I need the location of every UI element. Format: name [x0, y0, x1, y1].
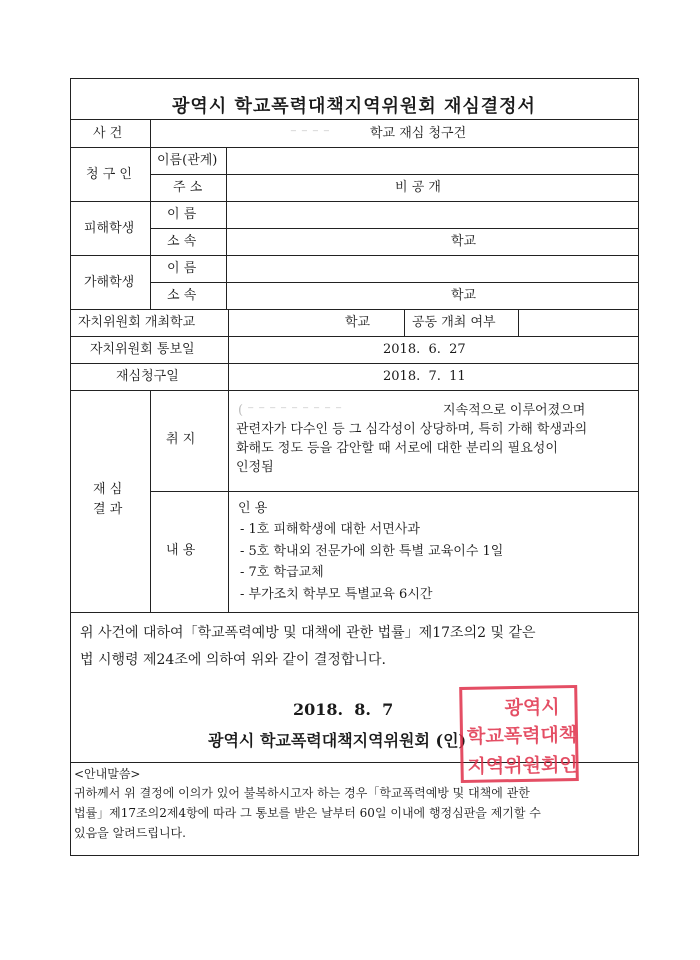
- signer: 광역시 학교폭력대책지역위원회 (인): [208, 731, 467, 750]
- decision-date: 2018. 8. 7: [293, 700, 394, 719]
- rule: [70, 390, 639, 391]
- content-item-4: - 부가조치 학부모 특별교육 6시간: [240, 587, 433, 602]
- offender-school-label: 소 속: [167, 288, 197, 303]
- purpose-label: 취 지: [166, 432, 196, 447]
- joint-hosting-label: 공동 개최 여부: [412, 315, 496, 330]
- rule: [150, 491, 639, 492]
- claimant-label: 청 구 인: [86, 167, 132, 182]
- rule: [228, 309, 229, 390]
- rule: [228, 390, 229, 612]
- guide-line-3: 있음을 알려드립니다.: [74, 826, 186, 840]
- offender-school-value: 학교: [451, 288, 477, 303]
- claimant-address-label: 주 소: [173, 180, 203, 195]
- frame-left: [70, 78, 71, 856]
- rule: [518, 309, 519, 336]
- victim-school-label: 소 속: [167, 234, 197, 249]
- committee-school-value: 학교: [345, 315, 371, 330]
- content-item-2: - 5호 학내외 전문가에 의한 특별 교육이수 1일: [240, 544, 504, 559]
- rule: [70, 201, 639, 202]
- seal-line-1: 광역시: [504, 696, 560, 720]
- redaction-mark: ⁻ ⁻ ⁻ ⁻: [290, 126, 330, 141]
- seal-line-2: 학교폭력대책: [466, 723, 578, 748]
- rule: [70, 336, 639, 337]
- claimant-name-label: 이름(관계): [157, 153, 218, 168]
- victim-label: 피해학생: [84, 221, 135, 236]
- rule: [150, 119, 151, 309]
- offender-label: 가해학생: [84, 275, 135, 290]
- frame-bottom: [70, 855, 639, 856]
- rule: [226, 147, 227, 309]
- request-date-value: 2018. 7. 11: [383, 369, 466, 384]
- decision-line-1: 위 사건에 대하여「학교폭력예방 및 대책에 관한 법률」제17조의2 및 같은: [80, 625, 536, 641]
- result-label-line2: 결 과: [93, 502, 123, 517]
- document-title: 광역시 학교폭력대책지역위원회 재심결정서: [172, 96, 536, 117]
- guide-line-2: 법률」제17조의2제4항에 따라 그 통보를 받은 날부터 60일 이내에 행정심판을 제기할 수: [74, 806, 541, 820]
- decision-line-2: 법 시행령 제24조에 의하여 위와 같이 결정합니다.: [80, 652, 386, 668]
- committee-school-label: 자치위원회 개최학교: [78, 315, 196, 330]
- rule: [150, 282, 639, 283]
- notice-date-value: 2018. 6. 27: [383, 342, 466, 357]
- request-date-label: 재심청구일: [116, 369, 179, 384]
- seal-line-3: 지역위원회인: [467, 753, 578, 778]
- rule: [150, 390, 151, 612]
- redaction-mark: ( ⁻ ⁻ ⁻ ⁻ ⁻ ⁻ ⁻ ⁻ ⁻: [238, 403, 343, 418]
- rule: [150, 228, 639, 229]
- rule: [70, 363, 639, 364]
- notice-date-label: 자치위원회 통보일: [90, 342, 195, 357]
- claimant-address-value: 비 공 개: [395, 180, 441, 195]
- rule: [404, 309, 405, 336]
- case-value: 학교 재심 청구건: [370, 126, 467, 141]
- offender-name-label: 이 름: [167, 261, 197, 276]
- rule: [150, 174, 639, 175]
- rule: [70, 119, 639, 120]
- rule: [70, 147, 639, 148]
- guide-title: <안내말씀>: [74, 767, 141, 781]
- rule: [70, 255, 639, 256]
- victim-school-value: 학교: [451, 234, 477, 249]
- content-item-1: - 1호 피해학생에 대한 서면사과: [240, 522, 420, 537]
- frame-top: [70, 78, 639, 79]
- content-title: 인 용: [238, 501, 268, 516]
- rule: [70, 612, 639, 613]
- victim-name-label: 이 름: [167, 207, 197, 222]
- guide-line-1: 귀하께서 위 결정에 이의가 있어 불복하시고자 하는 경우「학교폭력예방 및 대책에 관한: [74, 786, 530, 800]
- purpose-line-3: 화해도 정도 등을 감안할 때 서로에 대한 분리의 필요성이: [236, 441, 558, 456]
- content-label: 내 용: [166, 543, 196, 558]
- rule: [70, 309, 639, 310]
- purpose-line-2: 관련자가 다수인 등 그 심각성이 상당하며, 특히 가해 학생과의: [236, 422, 588, 437]
- official-seal: [459, 685, 579, 783]
- content-item-3: - 7호 학급교체: [240, 565, 324, 580]
- case-label: 사 건: [93, 126, 123, 141]
- frame-right: [638, 78, 639, 856]
- result-label-line1: 재 심: [93, 482, 123, 497]
- purpose-line-1: 지속적으로 이루어졌으며: [443, 403, 586, 418]
- purpose-line-4: 인정됨: [236, 460, 274, 475]
